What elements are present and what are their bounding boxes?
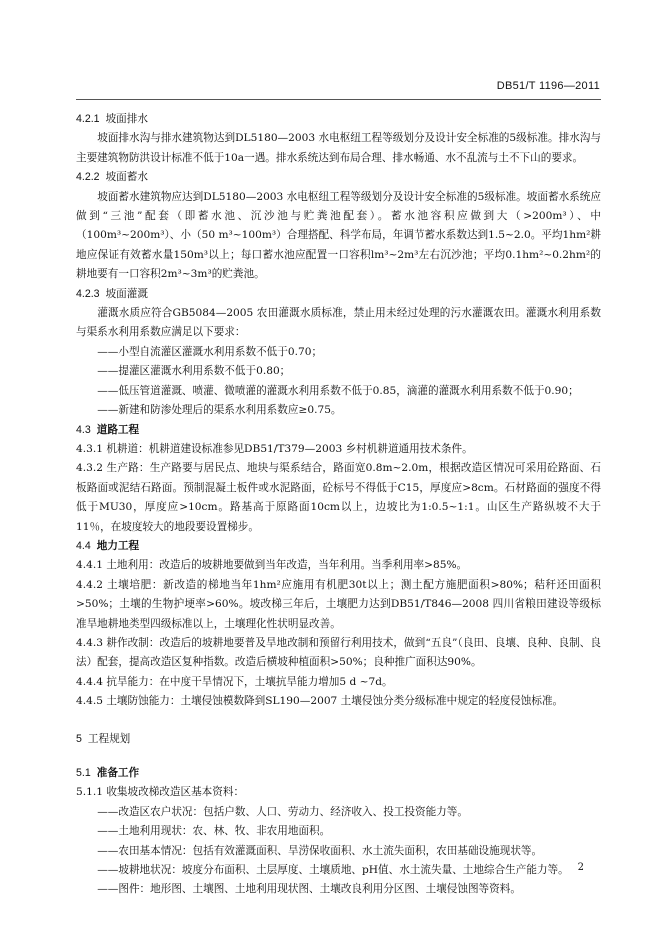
section-number: 4.4 — [76, 539, 91, 552]
list-item: ——土地利用现状：农、林、牧、非农用地面积。 — [97, 825, 331, 838]
section-number: 4.2.3 — [76, 287, 100, 300]
section-title: 坡面排水 — [105, 113, 148, 125]
section-number: 4.2.1 — [76, 113, 100, 125]
document-code-header: DB51/T 1196—2011 — [496, 80, 600, 92]
section-heading — [76, 110, 601, 129]
section-number: 4.2.2 — [76, 171, 100, 184]
section-number: 4.3 — [76, 423, 91, 436]
section-heading — [76, 764, 601, 783]
section-number: 5.1 — [76, 767, 91, 779]
list-item: ——小型自流灌区灌溉水利用系数不低于0.70； — [97, 345, 323, 358]
section-title: 坡面灌溉 — [105, 287, 148, 300]
paragraph: 4.4.2 土壤培肥：新改造的梯地当年1hm²应施用有机肥30t以上；测土配方施肥面积>80%；秸秆还田面积>50%；土壤的生物护埂率>60%。坡改梯三年后，土壤肥力达到DB51/T846—2008 四川省粮田建设等级标准旱地耕地类型四级标准以上，土壤理化性状明显改善。 — [76, 578, 601, 630]
section-heading — [76, 168, 601, 187]
paragraph: 4.3.2 生产路：生产路要与居民点、地块与渠系结合，路面宽0.8m~2.0m，根据改造区情况可采用砼路面、石板路面或泥结石路面。预制混凝土板件或水泥路面，砼标号不得低于C15，厚度应>8cm。石材路面的强度不得低于MU30，厚度应>10cm。路基高于原路面10cm以上，边坡比为1:0.5~1:1。山区生产路纵坡不大于11％，在坡度较大的地段要设置梯步。 — [76, 462, 601, 533]
paragraph: 4.4.4 抗旱能力：在中度干旱情况下，土壤抗旱能力增加5 d ~7d。 — [76, 675, 393, 688]
section-heading — [76, 421, 601, 440]
document-body — [76, 110, 601, 900]
section-number: 5 — [76, 732, 82, 745]
section-heading — [76, 730, 601, 749]
section-heading — [76, 285, 601, 304]
list-item: ——坡耕地状况：坡度分布面积、土层厚度、土壤质地、pH值、水土流失量、土地综合生产能力等。 — [97, 864, 569, 877]
list-item: ——农田基本情况：包括有效灌溉面积、旱涝保收面积、水土流失面积，农田基础设施现状等。 — [97, 844, 543, 857]
header-rule — [76, 99, 601, 100]
paragraph: 坡面蓄水建筑物应达到DL5180—2003 水电枢纽工程等级划分及设计安全标准的5级标准。坡面蓄水系统应做到“三池”配套（即蓄水池、沉沙池与贮粪池配套）。蓄水池容积应做到大（>200m³）、中（100m³~200m³）、小（50 m³~100m³）合理搭配、科学布局，年调节蓄水系数达到1.5~2.0。平均1hm²耕地应保证有效蓄水量150m³以上；每口蓄水池应配置一口容积lm³~2m³左右沉沙池；平均0.1hm²~0.2hm²的耕地要有一口容积2m³~3m³的贮粪池。 — [76, 190, 601, 281]
section-title: 准备工作 — [96, 767, 140, 779]
paragraph: 4.4.1 土地利用：改造后的坡耕地要做到当年改造，当年利用。当季利用率>85%。 — [76, 559, 468, 572]
paragraph: 坡面排水沟与排水建筑物达到DL5180—2003 水电枢纽工程等级划分及设计安全标准的5级标准。排水沟与主要建筑物防洪设计标准不低于10a一遇。排水系统达到布局合理、排水畅通、水不乱流与土不下山的要求。 — [76, 132, 601, 164]
paragraph: 4.4.5 土壤防蚀能力：土壤侵蚀模数降到SL190—2007 土壤侵蚀分类分级标准中规定的轻度侵蚀标准。 — [76, 695, 564, 708]
list-item: ——改造区农户状况：包括户数、人口、劳动力、经济收入、投工投资能力等。 — [97, 805, 468, 818]
page-number: 2 — [577, 862, 584, 873]
section-title: 坡面蓄水 — [105, 171, 148, 184]
section-title: 道路工程 — [96, 423, 140, 436]
list-item: ——新建和防渗处理后的渠系水利用系数应≥0.75。 — [97, 404, 342, 417]
list-item: ——低压管道灌溉、喷灌、微喷灌的灌溉水利用系数不低于0.85，滴灌的灌溉水利用系数不低于0.90； — [97, 384, 579, 397]
section-title: 地力工程 — [96, 539, 140, 552]
section-heading — [76, 537, 601, 556]
paragraph: 5.1.1 收集坡改梯改造区基本资料： — [76, 786, 245, 799]
paragraph: 4.3.1 机耕道：机耕道建设标准参见DB51/T379—2003 乡村机耕道通用技术条件。 — [76, 442, 473, 455]
paragraph: 4.4.3 耕作改制：改造后的坡耕地要普及旱地改制和预留行利用技术，做到“五良”（良田、良壤、良种、良制、良法）配套，提高改造区复种指数。改造后横坡种植面积>50%；良种推广面积达90%。 — [76, 636, 601, 669]
list-item: ——图件：地形图、土壤图、土地利用现状图、土壤改良利用分区图、土壤侵蚀图等资料。 — [97, 883, 521, 896]
paragraph: 灌溉水质应符合GB5084—2005 农田灌溉水质标准，禁止用未经过处理的污水灌溉农田。灌溉水利用系数与渠系水利用系数应满足以下要求： — [76, 307, 601, 339]
list-item: ——提灌区灌溉水利用系数不低于0.80； — [97, 365, 291, 378]
section-title: 工程规划 — [87, 732, 131, 745]
